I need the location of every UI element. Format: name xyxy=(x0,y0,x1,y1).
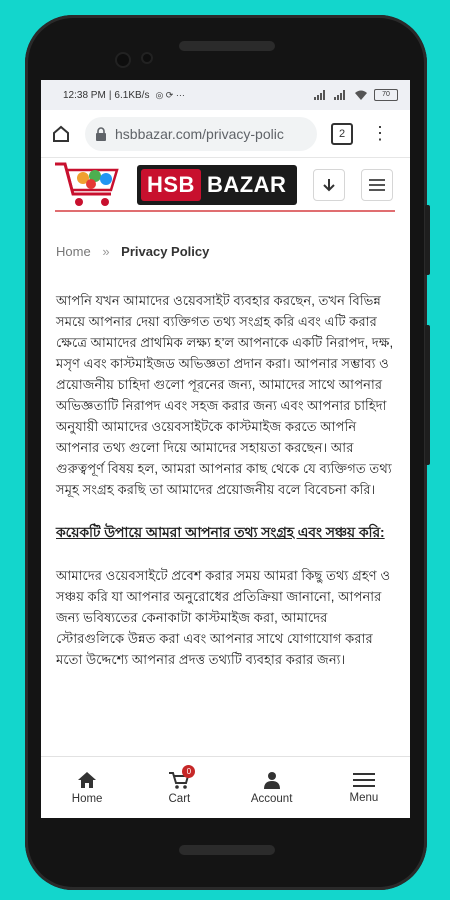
nav-account-label: Account xyxy=(250,792,293,805)
status-speed: 6.1KB/s xyxy=(114,89,150,101)
url-field[interactable] xyxy=(85,117,317,151)
lock-icon xyxy=(95,127,107,141)
download-button[interactable] xyxy=(313,169,345,201)
policy-paragraph: আপনি যখন আমাদের ওয়েবসাইট ব্যবহার করছেন, তখন বিভিন্ন সময়ে আপনার দেয়া ব্যক্তিগত তথ্য সংগ্রহ করি এবং এটি করার ক্ষেত্রে আমাদের প্রাথমিক লক্ষ্য হ’ল আপনাকে একটি নিরাপদ, দক্ষ, মসৃণ এবং কাস্টমাইজড অভিজ্ঞতা প্রদান করা। আপনার সম্ভাব্য ও প্রয়োজনীয় চাহিদা গুলো পূরনের জন্য, আমাদের সাথে আপনার অভিজ্ঞতাটি নিরাপদ এবং সহজ করার জন্য এবং আপনার চাহিদা অনুযায়ী আমাদের ওয়েবসাইটকে কাস্টমাইজ করতে আপনি আপনার তথ্য গুলো দিয়ে আমাদের সহায়তা করছেন। আর গুরুত্বপূর্ণ বিষয় হল, আমরা আপনার কাছ থেকে যে ব্যক্তিগত তথ্য সমূহ সংগ্রহ করছি তা আমাদের প্রয়োজনীয় বলে বিবেচনা করি। xyxy=(56,293,394,497)
cart-logo-icon[interactable] xyxy=(53,160,129,212)
browser-toolbar xyxy=(41,110,410,158)
bottom-speaker xyxy=(179,845,275,855)
phone-screen xyxy=(41,80,410,818)
status-right xyxy=(314,89,398,101)
nav-cart-label: Cart xyxy=(168,792,191,805)
home-icon[interactable] xyxy=(51,124,71,144)
user-icon xyxy=(263,771,281,789)
nav-home-label: Home xyxy=(71,792,103,805)
top-speaker xyxy=(179,41,275,51)
status-separator: | xyxy=(108,89,112,101)
arrow-down-icon xyxy=(322,178,336,192)
breadcrumb-home[interactable]: Home xyxy=(56,244,91,259)
front-camera xyxy=(117,54,129,66)
hamburger-icon xyxy=(369,179,385,191)
bottom-navigation xyxy=(41,756,410,818)
battery-icon: 70 xyxy=(374,89,398,101)
signal2-icon xyxy=(334,90,348,100)
cart-count-badge: 0 xyxy=(182,765,195,778)
hamburger-button[interactable] xyxy=(361,169,393,201)
policy-content xyxy=(56,290,396,692)
wifi-icon xyxy=(354,90,368,100)
status-time: 12:38 PM xyxy=(63,89,106,101)
status-bar xyxy=(41,80,410,110)
hamburger-icon xyxy=(353,772,375,788)
logo-bazar: BAZAR xyxy=(206,172,287,197)
power-button xyxy=(425,205,430,275)
nav-menu-label: Menu xyxy=(349,791,379,804)
home-icon xyxy=(77,771,97,789)
tabs-button[interactable]: 2 xyxy=(331,123,353,145)
url-text: hsbbazar.com/privacy-polic xyxy=(115,125,284,142)
logo-hsb: HSB xyxy=(141,169,201,201)
site-logo[interactable] xyxy=(137,165,297,205)
policy-paragraph: আমাদের ওয়েবসাইটে প্রবেশ করার সময় আমরা কিছু তথ্য গ্রহণ ও সঞ্চয় করি যা আপনার অনুরোধের প্রতিক্রিয়া জানানো, আপনার জন্য ভবিষ্যতের কেনাকাটা কাস্টমাইজ করা, আমাদের স্টোরগুলিকে উন্নত করা এবং আপনার সাথে যোগাযোগ করার মতো উদ্দেশ্যে আপনার প্রদত্ত তথ্যটি ব্যবহার করার জন্য। xyxy=(56,568,391,667)
nav-home[interactable] xyxy=(41,757,133,818)
more-options-icon[interactable]: ⋮ xyxy=(371,123,389,143)
breadcrumb-current: Privacy Policy xyxy=(121,244,210,259)
site-header xyxy=(41,158,410,214)
policy-heading: কয়েকটি উপায়ে আমরা আপনার তথ্য সংগ্রহ এবং সঞ্চয় করি: xyxy=(56,525,385,540)
nav-cart[interactable] xyxy=(133,757,225,818)
breadcrumb-separator: » xyxy=(102,244,110,259)
volume-button xyxy=(425,325,430,465)
header-divider xyxy=(55,210,395,212)
front-sensor xyxy=(143,54,151,62)
nav-menu[interactable] xyxy=(318,757,410,818)
status-icons: ◎ ⟳ ··· xyxy=(155,89,185,100)
breadcrumb xyxy=(56,244,209,259)
nav-account[interactable] xyxy=(226,757,318,818)
signal-icon xyxy=(314,90,328,100)
